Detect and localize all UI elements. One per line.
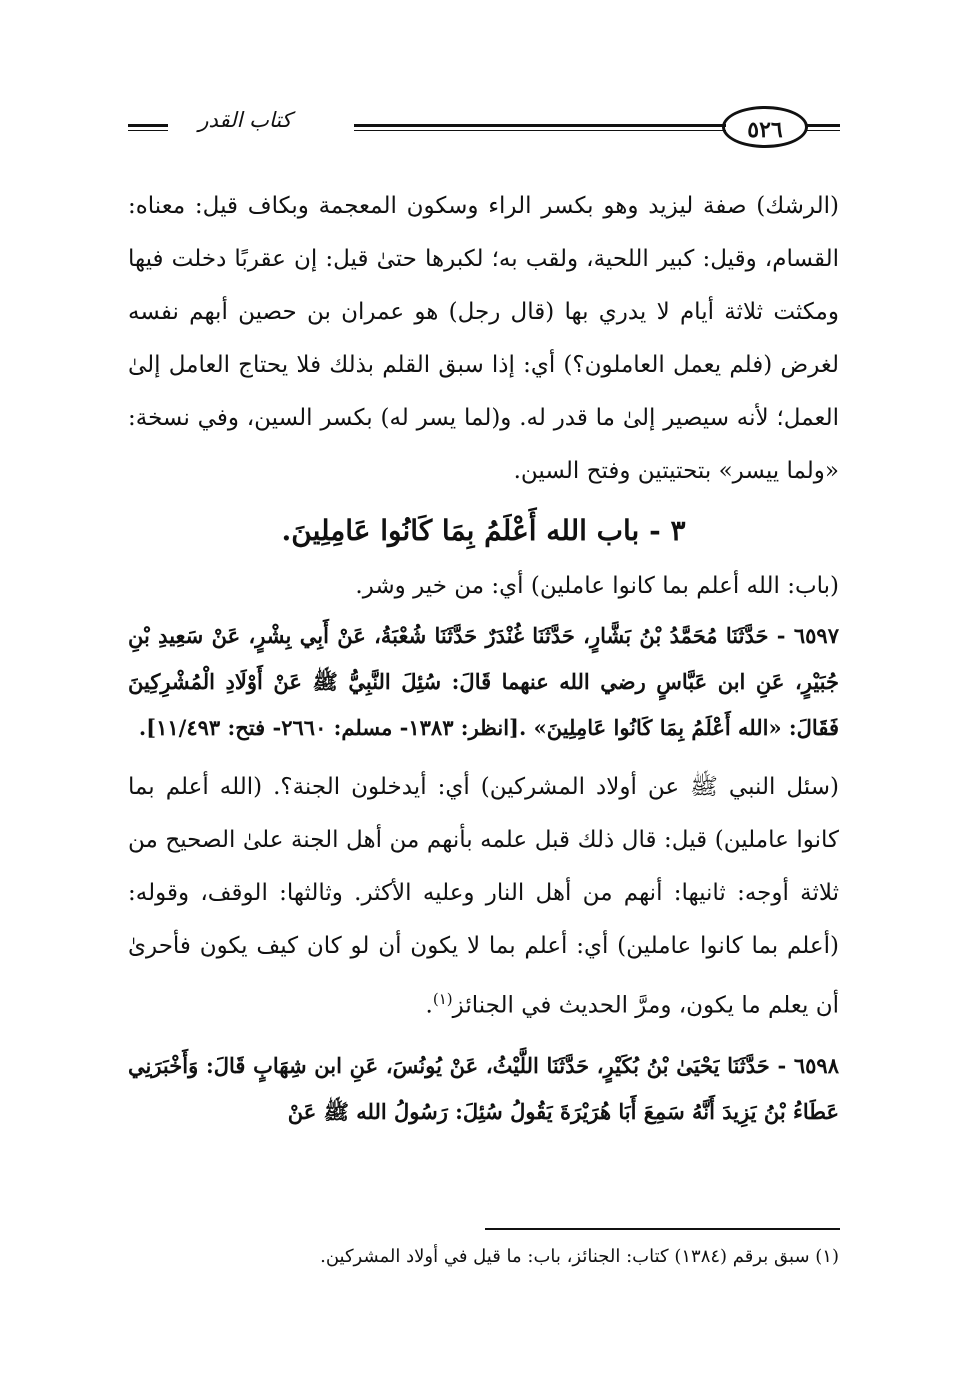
footnote: (١) سبق برقم (١٣٨٤) كتاب: الجنائز، باب: ما قيل في أولاد المشركين. <box>320 1246 839 1267</box>
commentary-paragraph-2: (باب: الله أعلم بما كانوا عاملين) أي: من خير وشر. <box>355 573 839 599</box>
commentary-paragraph-1: (الرشك) صفة ليزيد وهو بكسر الراء وسكون المعجمة وبكاف قيل: معناه: القسام، وقيل: كبير اللحية، ولقب به؛ لكبرها حتىٰ قيل: إن عقربًا دخلت فيها ومكثت ثلاثة أيام لا يدري بها (قال رجل) هو عمران بن حصين أبهم نفسه لغرض (فلم يعمل العاملون؟) أي: إذا سبق القلم بذلك فلا يحتاج العامل إلىٰ العمل؛ لأنه سيصير إلىٰ ما قدر له. و(لما يسر له) بكسر السين، وفي نسخة: «ولما ييسر» بتحتيتين وفتح السين. <box>128 193 839 484</box>
main-text <box>128 180 839 1135</box>
commentary-paragraph-3-end: . <box>425 992 433 1019</box>
book-title: كتاب القدر <box>198 108 292 132</box>
commentary-paragraph-3 <box>128 761 839 1033</box>
footnote-separator <box>485 1228 840 1230</box>
page-number: ٥٢٦ <box>722 106 808 148</box>
header-rule-tip <box>806 124 840 131</box>
footnote-reference: (١) <box>432 990 453 1008</box>
hadith-6598: ٦٥٩٨ - حَدَّثَنَا يَحْيَىٰ بْنُ بُكَيْرٍ، حَدَّثَنَا اللَّيْثُ، عَنْ يُونُسَ، عَنِ ابن شِهَابٍ قَالَ: وَأَخْبَرَنِي عَطَاءُ بْنُ يَزِيدَ أَنَّهُ سَمِعَ أَبَا هُرَيْرَةَ يَقُولُ سُئِلَ: رَسُولُ الله ﷺ عَنْ <box>128 1052 839 1124</box>
chapter-heading: ٣ - باب الله أَعْلَمُ بِمَا كَانُوا عَامِلِينَ. <box>281 514 686 547</box>
hadith-6597: ٦٥٩٧ - حَدَّثَنَا مُحَمَّدُ بْنُ بَشَّارٍ، حَدَّثَنَا غُنْدَرٌ حَدَّثَنَا شُعْبَةُ، عَنْ أَبِي بِشْرٍ، عَنْ سَعِيدِ بْنِ جُبَيْرٍ، عَنِ ابن عَبَّاسٍ رضي الله عنهما قَالَ: سُئِلَ النَّبِيُّ ﷺ عَنْ أَوْلَادِ الْمُشْرِكِينَ فَقَالَ: «الله أَعْلَمُ بِمَا كَانُوا عَامِلِينَ» .[انظر: ١٣٨٣- مسلم: ٢٦٦٠- فتح: ١١/٤٩٣]. <box>128 623 840 740</box>
header-rule-right <box>354 124 726 131</box>
commentary-paragraph-3-text: (سئل النبي ﷺ عن أولاد المشركين) أي: أيدخلون الجنة؟. (الله أعلم بما كانوا عاملين) قيل: قال ذلك قبل علمه بأنهم من أهل الجنة علىٰ الصحيح من ثلاثة أوجه: ثانيها: أنهم من أهل النار وعليه الأكثر. وثالثها: الوقف، وقوله: (أعلم بما كانوا عاملين) أي: أعلم بما لا يكون أن لو كان كيف يكون فأحرىٰ أن يعلم ما يكون، ومرَّ الحديث في الجنائز <box>128 774 839 1019</box>
